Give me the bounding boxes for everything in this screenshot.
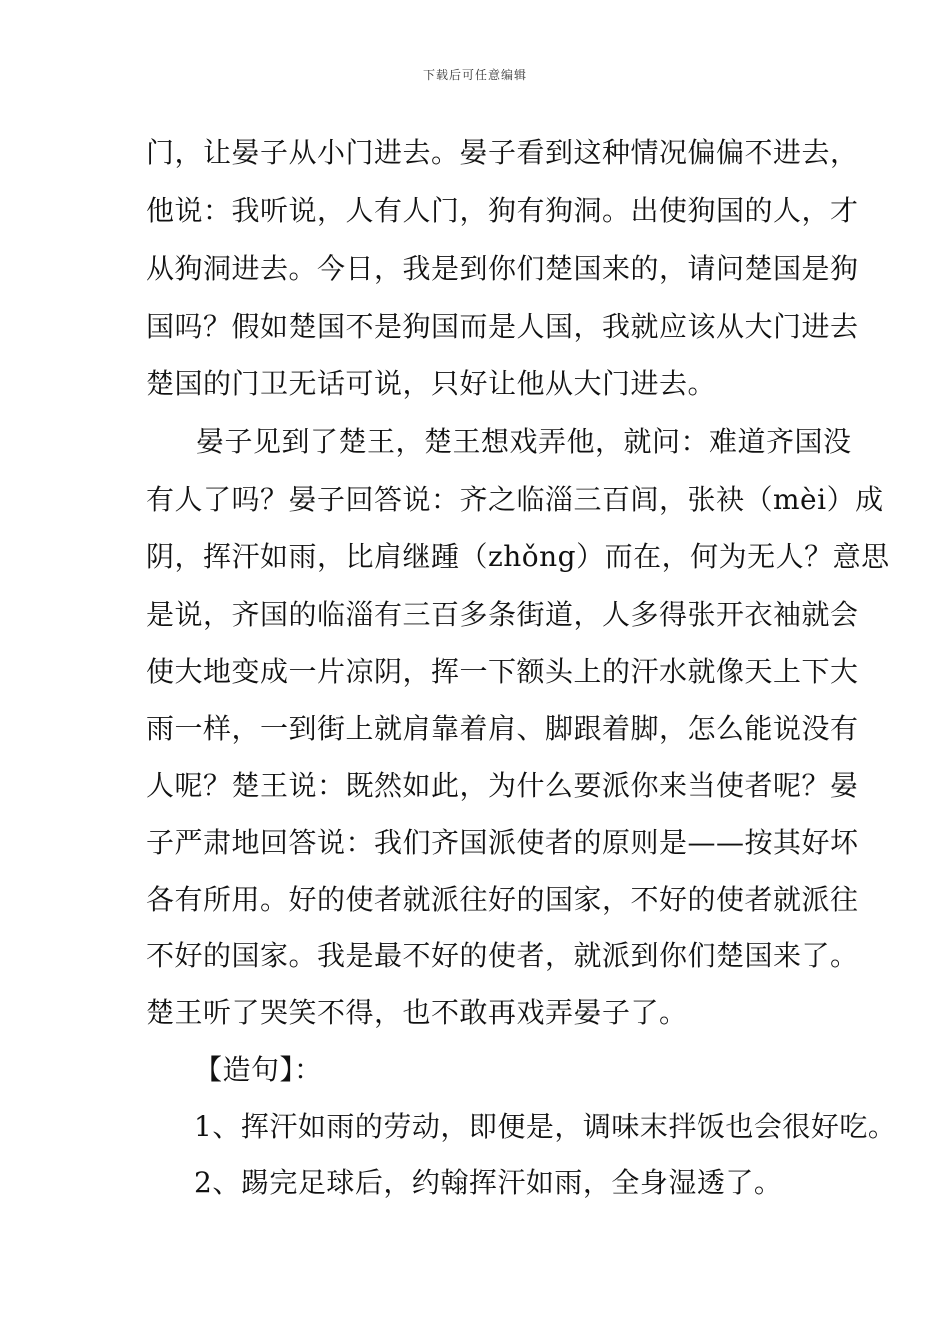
text-line: 国吗？假如楚国不是狗国而是人国，我就应该从大门进去: [146, 310, 859, 343]
text-line: 楚国的门卫无话可说，只好让他从大门进去。: [146, 367, 717, 400]
text-line: 从狗洞进去。今日，我是到你们楚国来的，请问楚国是狗: [146, 252, 859, 285]
text-line: 阴，挥汗如雨，比肩继踵（zhǒng）而在，何为无人？意思: [146, 540, 890, 573]
sentence-item: 2、踢完足球后，约翰挥汗如雨，全身湿透了。: [194, 1166, 783, 1199]
text-line: 有人了吗？晏子回答说：齐之临淄三百闾，张袂（mèi）成: [146, 483, 884, 516]
text-line: 各有所用。好的使者就派往好的国家，不好的使者就派往: [146, 883, 859, 916]
text-line: 不好的国家。我是最不好的使者，就派到你们楚国来了。: [146, 939, 859, 972]
text-line: 是说，齐国的临淄有三百多条街道，人多得张开衣袖就会: [146, 598, 859, 631]
text-line: 晏子见到了楚王，楚王想戏弄他，就问：难道齐国没: [196, 425, 852, 458]
text-line: 子严肃地回答说：我们齐国派使者的原则是——按其好坏: [146, 826, 859, 859]
page-header: 下载后可任意编辑: [422, 68, 527, 82]
text-line: 使大地变成一片凉阴，挥一下额头上的汗水就像天上下大: [146, 655, 859, 688]
sentence-item: 1、挥汗如雨的劳动，即便是，调味末拌饭也会很好吃。: [194, 1110, 897, 1143]
text-line: 楚王听了哭笑不得，也不敢再戏弄晏子了。: [146, 996, 688, 1029]
text-line: 门，让晏子从小门进去。晏子看到这种情况偏偏不进去，: [146, 136, 859, 169]
text-line: 他说：我听说，人有人门，狗有狗洞。出使狗国的人，才: [146, 194, 859, 227]
text-line: 人呢？楚王说：既然如此，为什么要派你来当使者呢？晏: [146, 769, 859, 802]
text-line: 雨一样，一到街上就肩靠着肩、脚跟着脚，怎么能说没有: [146, 712, 859, 745]
section-heading: 【造句】：: [194, 1053, 323, 1086]
